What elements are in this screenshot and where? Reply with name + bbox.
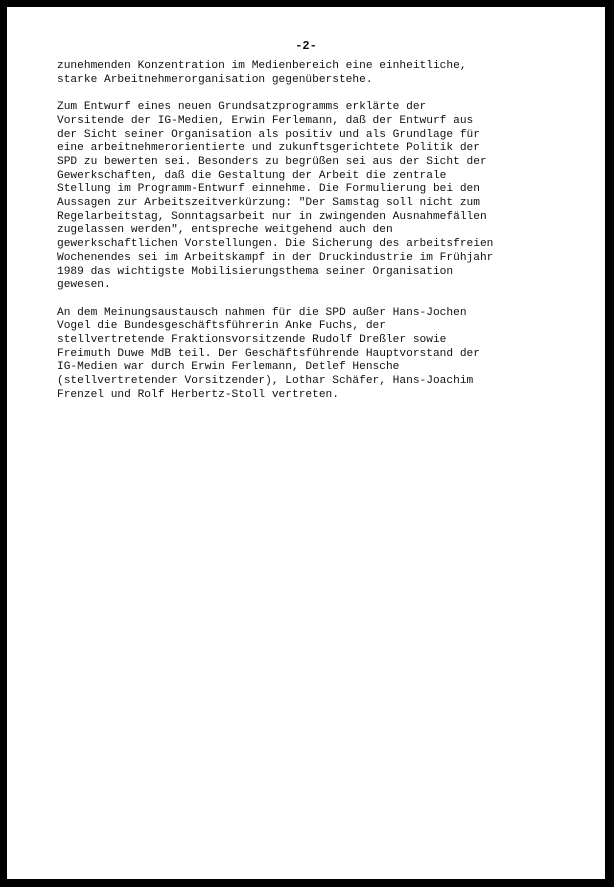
text-line: starke Arbeitnehmerorganisation gegenüberstehe. [57,73,373,86]
text-line: SPD zu bewerten sei. Besonders zu begrüßen sei aus der Sicht der [57,155,487,168]
text-line: An dem Meinungsaustausch nahmen für die SPD außer Hans-Jochen [57,306,467,319]
text-line: Frenzel und Rolf Herbertz-Stoll vertreten. [57,388,339,401]
text-line: Aussagen zur Arbeitszeitverkürzung: "Der Samstag soll nicht zum [57,197,480,210]
paragraph-2 [57,101,557,293]
text-line: eine arbeitnehmerorientierte und zukunftsgerichtete Politik der [57,142,480,155]
text-line: (stellvertretender Vorsitzender), Lothar Schäfer, Hans-Joachim [57,375,474,388]
document-body [57,60,557,416]
document-page [7,7,605,879]
paragraph-1 [57,60,557,87]
text-line: Vorsitende der IG-Medien, Erwin Ferlemann, daß der Entwurf aus [57,114,474,127]
text-line: Zum Entwurf eines neuen Grundsatzprogramms erklärte der [57,101,427,114]
text-line: der Sicht seiner Organisation als positiv und als Grundlage für [57,128,480,141]
text-line: Wochenendes sei im Arbeitskampf in der Druckindustrie im Frühjahr [57,251,494,264]
text-line: gewerkschaftlichen Vorstellungen. Die Sicherung des arbeitsfreien [57,238,494,251]
text-line: Freimuth Duwe MdB teil. Der Geschäftsführende Hauptvorstand der [57,347,480,360]
paragraph-3 [57,307,557,403]
text-line: zunehmenden Konzentration im Medienbereich eine einheitliche, [57,60,467,72]
text-line: Regelarbeitstag, Sonntagsarbeit nur in zwingenden Ausnahmefällen [57,210,487,223]
text-line: IG-Medien war durch Erwin Ferlemann, Detlef Hensche [57,361,400,374]
text-line: 1989 das wichtigste Mobilisierungsthema seiner Organisation [57,265,454,278]
text-line: gewesen. [57,279,111,292]
text-line: zugelassen werden", entspreche weitgehend auch den [57,224,393,237]
text-line: stellvertretende Fraktionsvorsitzende Rudolf Dreßler sowie [57,334,447,347]
text-line: Vogel die Bundesgeschäftsführerin Anke Fuchs, der [57,320,386,333]
text-line: Gewerkschaften, daß die Gestaltung der Arbeit die zentrale [57,169,447,182]
page-number: -2- [295,39,317,53]
text-line: Stellung im Programm-Entwurf einnehme. Die Formulierung bei den [57,183,480,196]
